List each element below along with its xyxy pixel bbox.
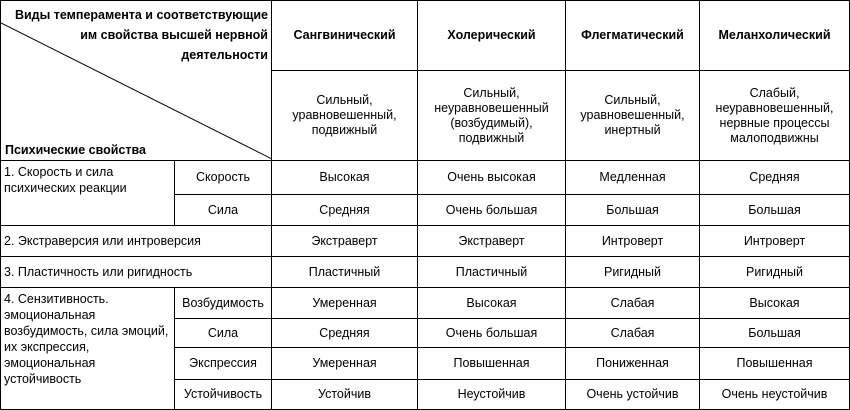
sub-property-label: Экспрессия: [175, 348, 272, 380]
sub-property-label: Устойчивость: [175, 380, 272, 410]
table-cell: Слабая: [566, 288, 700, 319]
table-cell: Высокая: [418, 288, 566, 319]
table-cell: Слабая: [566, 319, 700, 348]
nervous-system-melancholic: Слабый, неуравновешенный, нервные процессы малоподвижны: [700, 71, 850, 161]
table-cell: Ригидный: [566, 257, 700, 288]
table-cell: Пластичный: [418, 257, 566, 288]
table-cell: Умеренная: [272, 348, 418, 380]
table-cell: Неустойчив: [418, 380, 566, 410]
table-cell: Средняя: [272, 195, 418, 226]
temperament-header-phlegmatic: Флегматический: [566, 1, 700, 71]
group-label-speed-strength: 1. Скорость и сила психических реакции: [1, 161, 175, 226]
table-cell: Экстраверт: [418, 226, 566, 257]
group-label-sensitivity: 4. Сензитивность. эмоциональная возбудимость, сила эмоций, их экспрессия, эмоциональная устойчивость: [1, 288, 175, 410]
table-cell: Повышенная: [418, 348, 566, 380]
table-cell: Очень большая: [418, 195, 566, 226]
temperament-header-sanguine: Сангвинический: [272, 1, 418, 71]
table-cell: Медленная: [566, 161, 700, 195]
table-cell: Средняя: [272, 319, 418, 348]
table-cell: Очень большая: [418, 319, 566, 348]
group-label-plasticity: 3. Пластичность или ригидность: [1, 257, 272, 288]
table-cell: Умеренная: [272, 288, 418, 319]
table-cell: Повышенная: [700, 348, 850, 380]
nervous-system-sanguine: Сильный, уравновешенный, подвижный: [272, 71, 418, 161]
temperament-header-melancholic: Меланхолический: [700, 1, 850, 71]
header-corner-cell: [1, 1, 272, 161]
table-cell: Пониженная: [566, 348, 700, 380]
table-cell: Устойчив: [272, 380, 418, 410]
table-cell: Большая: [700, 319, 850, 348]
corner-top-label: Виды темперамента и соответствующие им свойства высшей нервной деятельности: [14, 8, 268, 62]
table-cell: Экстраверт: [272, 226, 418, 257]
table-cell: Очень высокая: [418, 161, 566, 195]
table-cell: Интроверт: [566, 226, 700, 257]
table-cell: Очень устойчив: [566, 380, 700, 410]
table-cell: Большая: [566, 195, 700, 226]
corner-bottom-label: Психические свойства: [5, 143, 146, 157]
table-cell: Средняя: [700, 161, 850, 195]
table-cell: Большая: [700, 195, 850, 226]
group-label-extraversion: 2. Экстраверсия или интроверсия: [1, 226, 272, 257]
sub-property-label: Сила: [175, 319, 272, 348]
table-cell: Пластичный: [272, 257, 418, 288]
table-cell: Интроверт: [700, 226, 850, 257]
table-cell: Высокая: [700, 288, 850, 319]
table-cell: Ригидный: [700, 257, 850, 288]
sub-property-label: Возбудимость: [175, 288, 272, 319]
table-cell: Очень неустойчив: [700, 380, 850, 410]
sub-property-label: Скорость: [175, 161, 272, 195]
nervous-system-choleric: Сильный, неуравновешенный (возбудимый), подвижный: [418, 71, 566, 161]
temperament-header-choleric: Холерический: [418, 1, 566, 71]
table-cell: Высокая: [272, 161, 418, 195]
nervous-system-phlegmatic: Сильный, уравновешенный, инертный: [566, 71, 700, 161]
sub-property-label: Сила: [175, 195, 272, 226]
